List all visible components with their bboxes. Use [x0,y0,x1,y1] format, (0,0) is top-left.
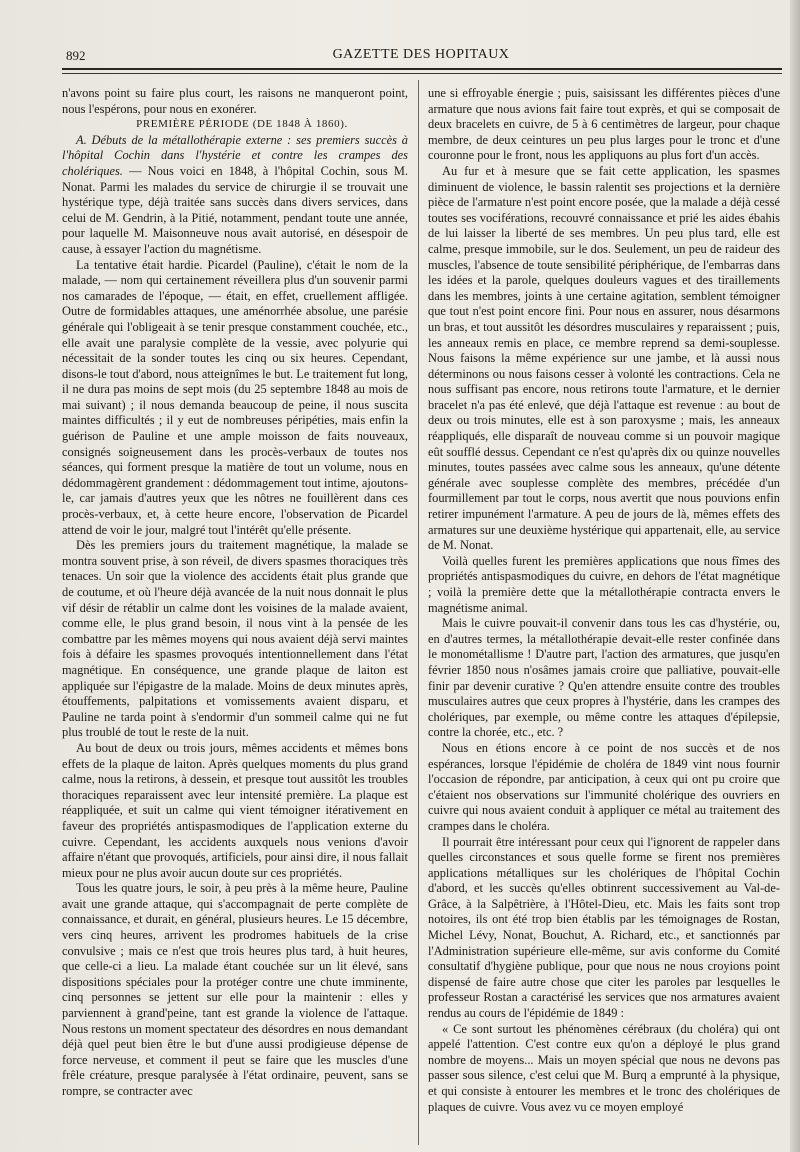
paragraph-body: — Nous voici en 1848, à l'hôpital Cochin, sous M. Nonat. Parmi les malades du service de chirurgie il se trouvait une hystérique type, déjà traitée sans succès dans divers services, dans celui de M. Gendrin, à la Pitié, notamment, pendant toute une année, pour laquelle M. Maisonneuve nous avait autorisé, en désespoir de cause, à essayer l'action du magnétisme. [62,163,408,256]
running-title: GAZETTE DES HOPITAUX [332,47,510,62]
paragraph: Il pourrait être intéressant pour ceux qui l'ignorent de rappeler dans quelles circonstances et sous quelle forme se firent nos premières applications métalliques sur les cholériques de l'hôpital Cochin d'abord, et les succès qu'elles obtinrent successivement au Val-de-Grâce, à la Salpêtrière, à l'Hôtel-Dieu, etc. Mais les faits sont trop notoires, ils ont été trop bien établis par les témoignages de Rostan, Michel Lévy, Nonat, Bouchut, A. Richard, etc., et sanctionnés par l'Administration supérieure elle-même, sur avis conforme du Comité consultatif d'hygiène publique, pour que nous ne nous croyions point dispensé de faire autre chose que citer les paroles par lesquelles le professeur Rostan a caractérisé les services que nos armatures avaient rendus au cours de l'épidémie de 1849 : [428,834,780,1021]
header-rule-thick [62,68,782,70]
paragraph: Tous les quatre jours, le soir, à peu près à la même heure, Pauline avait une grande attaque, qui s'accompagnait de perte complète de connaissance, et durait, en général, plusieurs heures. Le 15 décembre, vers cinq heures, arrivent les prodromes habituels de la crise convulsive ; mais ce n'est que trois heures plus tard, à huit heures, que celle-ci a lieu. La malade étant couchée sur un lit élevé, sans dispositions spéciales pour la protéger contre une chute imminente, cinq personnes se jettent sur elle pour la maintenir : elles y parviennent à grand'peine, tant est grande la violence de l'attaque. Nous restons un moment spectateur des désordres en nous demandant déjà quel peut bien être le but d'une aussi prodigieuse dépense de force nerveuse, et comment il peut se faire que les muscles d'une frêle créature, presque paralysée à l'état ordinaire, peuvent, sans se rompre, se contracter avec [62,881,408,1098]
paragraph: Au bout de deux ou trois jours, mêmes accidents et mêmes bons effets de la plaque de laiton. Après quelques moments du plus grand calme, nous la retirons, à dessein, et presque tout aussitôt les troubles thoraciques reparaissent avec leur intensité première. La plaque est réappliquée, et suit un calme qui vient témoigner itérativement en faveur des propriétés antispasmodiques de l'application externe du cuivre. Cependant, les accidents auxquels nous venions d'avoir affaire n'étant que provoqués, artificiels, pour ainsi dire, il nous fallait mieux pour ne plus avoir aucun doute sur ces propriétés. [62,740,408,880]
paragraph: Nous en étions encore à ce point de nos succès et de nos espérances, lorsque l'épidémie de choléra de 1849 vint nous fournir l'occasion de répondre, par anticipation, à ceux qui ont pu croire que c'étaient nos observations sur l'immunité cholérique des ouvriers en cuivre qui nous avaient conduit à appliquer ce métal au traitement des crampes dans le choléra. [428,740,780,833]
paragraph: La tentative était hardie. Picardel (Pauline), c'était le nom de la malade, — nom qui certainement réveillera plus d'un souvenir parmi nos camarades de l'époque, — était, en effet, cruellement affligée. Outre de formidables attaques, une aménorrhée absolue, une parésie générale qui l'obligeait à se tenir presque constamment couchée, etc., elle avait une paralysie complète de la vessie, avec polyurie qui nécessitait de la sonder toutes les cinq ou six heures. Cependant, disons-le tout d'abord, nous atteignîmes le but. Le traitement fut long, il ne dura pas moins de sept mois (du 25 septembre 1848 au mois de mai suivant) ; il nous demanda beaucoup de peine, il nous suscita maintes difficultés ; il y eut de nombreuses péripéties, mais enfin la guérison de Pauline et une ample moisson de faits nouveaux, consignés soigneusement dans les procès-verbaux de toutes nos séances, qui forment presque la matière de tout un volume, nous en dédommagèrent grandement : dédommagement tout intime, ajoutons-le, car jamais d'autres yeux que les nôtres ne fouillèrent dans ces procès-verbaux, et, à cette heure encore, l'observation de Picardel attend de voir le jour, malgré tout l'intérêt qu'elle présente. [62,257,408,537]
page-header [62,44,780,66]
column-divider [418,80,419,1145]
paragraph-lead: A. Débuts de la métallothérapie externe : ses premiers succès à l'hôpital Cochin dans l'hystérie et contre les crampes des cholériques. [62,132,408,178]
paragraph: Dès les premiers jours du traitement magnétique, la malade se montra souvent prise, à son réveil, de divers spasmes thoraciques très tenaces. Un soir que la violence des accidents était plus grande que de coutume, et où l'heure déjà avancée de la nuit nous donnait le plus vif désir de rétablir un calme dont les voisines de la malade avaient, comme elle, le plus grand besoin, il nous vint à la pensée de les combattre par les mêmes moyens qui nous avaient déjà servi maintes fois à défaire les spasmes provoqués intentionnellement dans l'état magnétique. En conséquence, une grande plaque de laiton est appliquée sur l'épigastre de la malade. Moins de deux minutes après, étouffements, palpitations et vomissements avaient disparu, et Pauline ne tarda point à s'endormir d'un sommeil calme qui ne fut plus troublé de tout le reste de la nuit. [62,538,408,740]
section-heading-text: PREMIÈRE PÉRIODE (DE 1848 À 1860). [136,118,348,131]
left-column [62,86,408,1100]
page-number: 892 [66,48,86,63]
right-column [428,86,780,1115]
paragraph: Voilà quelles furent les premières applications que nous fîmes des propriétés antispasmodiques du cuivre, en dehors de l'état magnétique ; voilà la première dette que la métallothérapie contracta envers le magnétisme animal. [428,553,780,615]
paragraph: n'avons point su faire plus court, les raisons ne manqueront point, nous l'espérons, pour nous en exonérer. [62,86,408,116]
page-edge-shadow [790,0,800,1152]
paragraph: « Ce sont surtout les phénomènes cérébraux (du choléra) qui ont appelé l'attention. C'est contre eux qu'on a déployé le plus grand nombre de moyens... Mais un moyen spécial que nous ne devons pas passer sous silence, c'est celui que M. Burq a emprunté à la physique, et qui consiste à entourer les membres et le tronc des cholériques de plaques de cuivre. Vous avez vu ce moyen employé [428,1021,780,1114]
paragraph [62,133,408,258]
paragraph: une si effroyable énergie ; puis, saisissant les différentes pièces d'une armature que nous avions fait faire tout exprès, et qui se composait de deux bracelets en cuivre, de 5 à 6 centimètres de largeur, pour chaque membre, de deux ceintures un peu plus larges pour le tronc et d'une couronne pour le front, nous les appliquons au plus fort d'un accès. [428,86,780,163]
paragraph: Au fur et à mesure que se fait cette application, les spasmes diminuent de violence, le bassin ralentit ses projections et la dernière pièce de l'armature n'est point encore posée, que la malade a déjà cessé toutes ses vociférations, recouvré connaissance et prié les aides ébahis de lui laisser la liberté de ses membres. Un peu plus tard, elle est calme, presque immobile, sur le dos. Seulement, un peu de raideur des muscles, l'absence de toute sensibilité périphérique, de l'embarras dans les idées et la parole, quelques douleurs vagues et des tiraillements dans les membres, joints à une certaine agitation, semblent témoigner que tout n'est point encore fini. Pour nous en assurer, nous désarmons un bras, et tout aussitôt les désordres musculaires y reparaissent ; puis, les anneaux remis en place, ce membre reprend sa demi-souplesse. Nous faisons la même expérience sur une jambe, et là aussi nous déterminons ou nous faisons cesser à volonté les contractions. Cela ne nous suffisant pas encore, nous retirons toute l'armature, et le dernier bracelet n'a pas été enlevé, que déjà l'attaque est revenue : au bout de deux ou trois minutes, elle est à son paroxysme ; mais, les anneaux réappliqués, elle disparaît de nouveau comme si un pouvoir magique eût soufflé dessus. Cependant ce n'est qu'après dix ou quinze nouvelles minutes, toutes passées avec calme sous les anneaux, qu'une détente générale avec souplesse complète des membres, précédée d'un fourmillement par tout le corps, nous avertit que nous pouvions enfin retirer impunément l'armature. A peu de jours de là, mêmes effets des armatures sur une deuxième hystérique qui appartenait, elle, au service de M. Nonat. [428,163,780,553]
header-rule-thin [62,73,782,74]
section-heading [62,117,408,133]
paragraph: Mais le cuivre pouvait-il convenir dans tous les cas d'hystérie, ou, en d'autres termes, la métallothérapie devait-elle rester confinée dans le monométallisme ! D'autre part, l'action des armatures, que jusqu'en février 1850 nous n'osâmes jamais croire que palliative, pouvait-elle finir par devenir curative ? Qu'en attendre ensuite contre des troubles musculaires autres que ceux propres à l'hystérie, dans les crampes des cholériques, par exemple, ou même contre les attaques d'épilepsie, contre la chorée, etc., etc. ? [428,616,780,740]
